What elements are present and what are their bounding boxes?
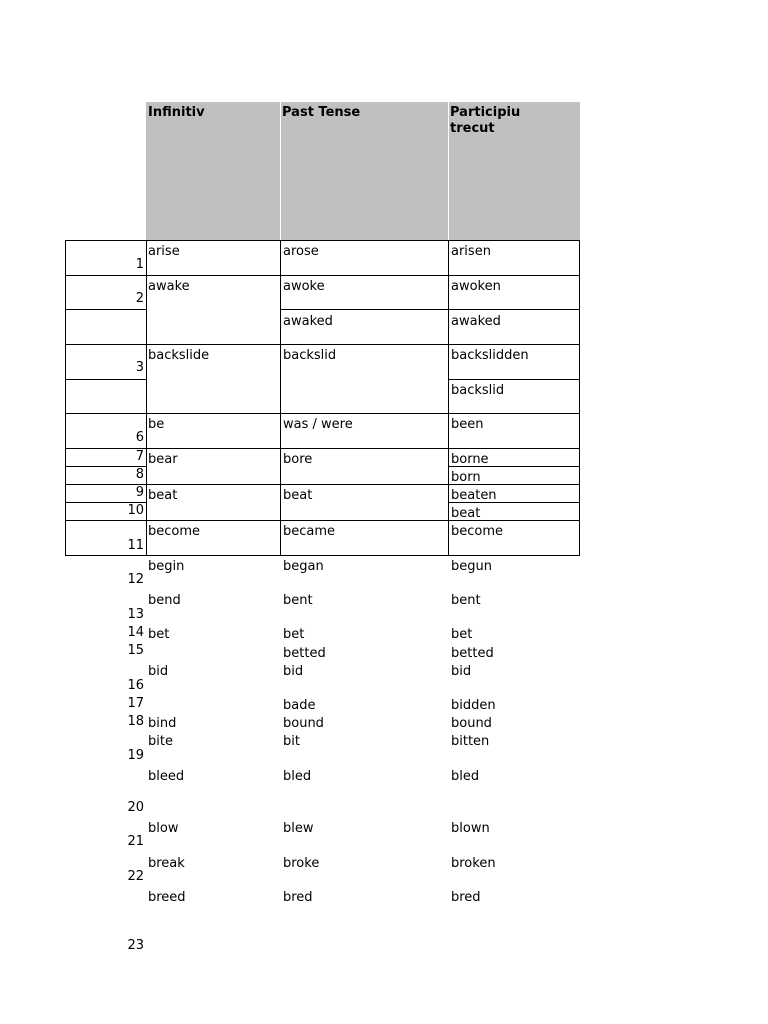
- cell-past-participle: arisen: [451, 244, 491, 259]
- cell-infinitiv: bite: [148, 734, 173, 749]
- cell-infinitiv: be: [148, 417, 165, 432]
- cell-past-tense: backslid: [283, 348, 337, 363]
- cell-past-participle: backslidden: [451, 348, 529, 363]
- grid-line: [65, 555, 580, 556]
- cell-past-tense: arose: [283, 244, 319, 259]
- row-number: 14: [127, 625, 144, 640]
- cell-past-participle: beaten: [451, 488, 497, 503]
- cell-infinitiv: begin: [148, 559, 185, 574]
- cell-past-participle: bid: [451, 664, 472, 679]
- cell-past-participle: been: [451, 417, 484, 432]
- cell-past-participle: bidden: [451, 698, 496, 713]
- header-past-tense: Past Tense: [280, 102, 448, 240]
- row-number: 9: [135, 485, 144, 500]
- cell-past-participle: become: [451, 524, 504, 539]
- cell-infinitiv: become: [148, 524, 201, 539]
- grid-line: [65, 240, 580, 241]
- cell-past-participle: awoken: [451, 279, 501, 294]
- header-infinitiv: Infinitiv: [146, 102, 280, 240]
- cell-past-participle: betted: [451, 646, 494, 661]
- cell-infinitiv: bid: [148, 664, 169, 679]
- cell-infinitiv: bind: [148, 716, 177, 731]
- grid-line: [65, 275, 580, 276]
- cell-past-tense: began: [283, 559, 324, 574]
- grid-line: [146, 240, 147, 556]
- header-separator: [280, 102, 281, 240]
- row-number: 15: [127, 643, 144, 658]
- row-number: 8: [135, 467, 144, 482]
- row-number: 3: [135, 360, 144, 375]
- cell-past-tense: bound: [283, 716, 324, 731]
- grid-line: [448, 379, 580, 380]
- cell-past-tense: bore: [283, 452, 313, 467]
- row-number: 12: [127, 572, 144, 587]
- cell-past-tense: was / were: [283, 417, 353, 432]
- cell-past-participle: bet: [451, 627, 473, 642]
- cell-past-tense: bled: [283, 769, 312, 784]
- row-number: 1: [135, 257, 144, 272]
- cell-past-tense: betted: [283, 646, 326, 661]
- row-number: 18: [127, 714, 144, 729]
- row-number: 6: [135, 430, 144, 445]
- cell-past-participle: beat: [451, 506, 481, 521]
- cell-infinitiv: breed: [148, 890, 186, 905]
- cell-past-participle: awaked: [451, 314, 501, 329]
- cell-past-participle: bitten: [451, 734, 490, 749]
- grid-line: [65, 240, 66, 556]
- grid-line: [65, 379, 146, 380]
- header-participiu-trecut: Participiu trecut: [448, 102, 580, 240]
- row-number: 17: [127, 696, 144, 711]
- row-number: 13: [127, 607, 144, 622]
- cell-past-tense: bid: [283, 664, 304, 679]
- cell-past-participle: borne: [451, 452, 489, 467]
- row-number: 11: [127, 538, 144, 553]
- cell-past-tense: broke: [283, 856, 320, 871]
- cell-past-tense: bit: [283, 734, 300, 749]
- cell-infinitiv: beat: [148, 488, 178, 503]
- cell-past-participle: bred: [451, 890, 481, 905]
- cell-past-participle: begun: [451, 559, 492, 574]
- cell-infinitiv: backslide: [148, 348, 210, 363]
- row-number: 16: [127, 678, 144, 693]
- row-number: 22: [127, 869, 144, 884]
- row-number: 2: [135, 291, 144, 306]
- cell-infinitiv: break: [148, 856, 185, 871]
- cell-past-participle: bent: [451, 593, 481, 608]
- header-separator: [448, 102, 449, 240]
- cell-past-tense: blew: [283, 821, 314, 836]
- grid-line: [448, 240, 449, 556]
- cell-infinitiv: bend: [148, 593, 181, 608]
- grid-line: [65, 413, 580, 414]
- cell-past-participle: blown: [451, 821, 490, 836]
- cell-infinitiv: bear: [148, 452, 178, 467]
- row-number: 19: [127, 748, 144, 763]
- cell-past-participle: broken: [451, 856, 496, 871]
- cell-infinitiv: bleed: [148, 769, 185, 784]
- cell-infinitiv: awake: [148, 279, 190, 294]
- cell-past-participle: backslid: [451, 383, 505, 398]
- cell-infinitiv: blow: [148, 821, 179, 836]
- row-number: 21: [127, 834, 144, 849]
- grid-line: [65, 520, 580, 521]
- cell-infinitiv: arise: [148, 244, 180, 259]
- cell-past-tense: became: [283, 524, 336, 539]
- cell-past-participle: born: [451, 470, 481, 485]
- cell-past-participle: bound: [451, 716, 492, 731]
- cell-past-tense: bade: [283, 698, 316, 713]
- cell-past-tense: awoke: [283, 279, 325, 294]
- row-number: 20: [127, 800, 144, 815]
- cell-past-tense: bet: [283, 627, 305, 642]
- grid-line: [280, 309, 580, 310]
- cell-past-participle: bled: [451, 769, 480, 784]
- cell-past-tense: bent: [283, 593, 313, 608]
- row-number: 23: [127, 938, 144, 953]
- grid-line: [65, 309, 146, 310]
- cell-past-tense: awaked: [283, 314, 333, 329]
- grid-line: [280, 240, 281, 556]
- row-number: 10: [127, 503, 144, 518]
- cell-past-tense: bred: [283, 890, 313, 905]
- cell-infinitiv: bet: [148, 627, 170, 642]
- row-number: 7: [135, 449, 144, 464]
- cell-past-tense: beat: [283, 488, 313, 503]
- grid-line: [65, 344, 580, 345]
- grid-line: [579, 240, 580, 556]
